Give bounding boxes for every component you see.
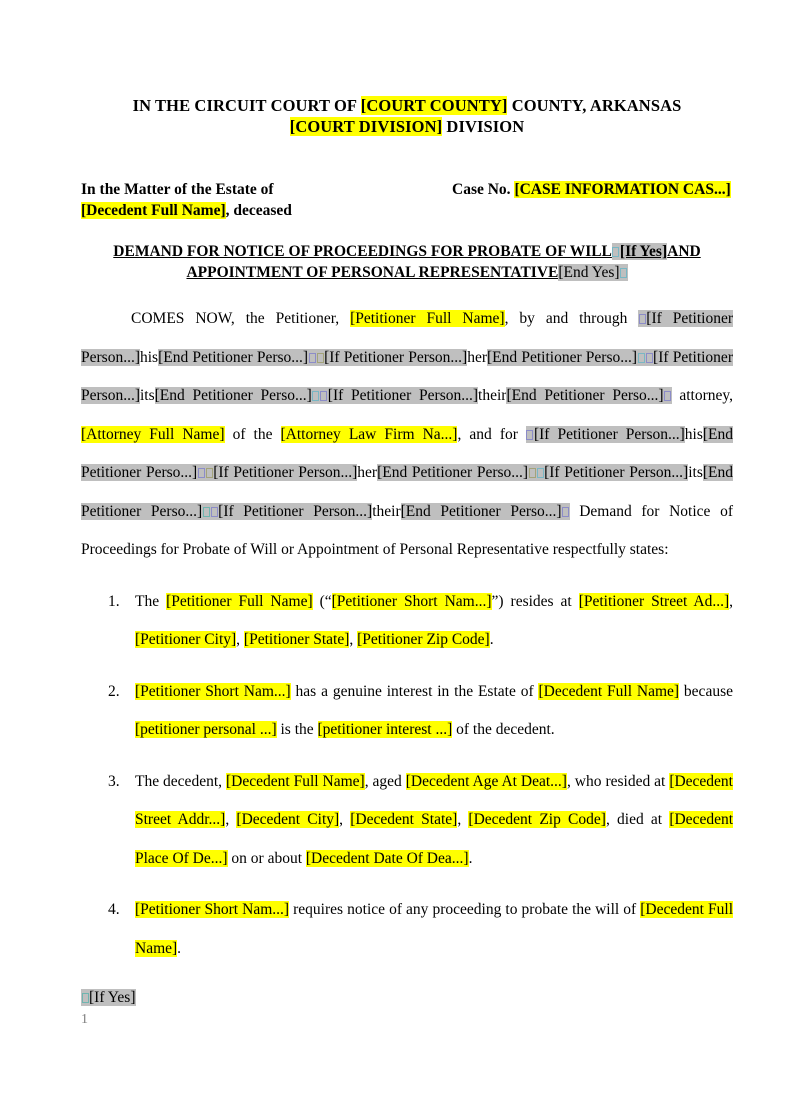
case-information-field: [CASE INFORMATION CAS...] <box>514 181 731 198</box>
pronoun-his-2: his <box>684 425 703 443</box>
missing-glyph-box-icon <box>312 391 319 401</box>
petitioner-street-address-field: [Petitioner Street Ad...] <box>578 592 730 610</box>
claim-1-g: . <box>489 631 494 648</box>
missing-glyph-box-icon <box>526 430 533 440</box>
comes-now-paragraph <box>81 300 733 570</box>
pronoun-her-2: her <box>357 464 378 481</box>
of-the-text: of the <box>224 425 281 443</box>
petitioner-zip-code-field: [Petitioner Zip Code] <box>357 631 490 648</box>
conditional-if-petitioner-person-2: [If Petitioner Person...] <box>324 348 468 366</box>
after-petitioner-text: , by and through <box>504 310 639 327</box>
claims-list <box>81 583 733 969</box>
conditional-end-petitioner-person-2: [End Petitioner Perso...] <box>487 348 638 366</box>
claim-3-text <box>135 773 733 867</box>
petitioner-personal-field: [petitioner personal ...] <box>135 721 277 738</box>
missing-glyph-box-icon <box>537 468 544 478</box>
decedent-place-of-death-field: [Decedent Place Of De...] <box>135 811 734 867</box>
petitioner-interest-field: [petitioner interest ...] <box>317 721 453 738</box>
claim-1-f: , <box>349 631 358 648</box>
claim-1-c: ”) resides at <box>491 592 579 610</box>
document-title-part1: DEMAND FOR NOTICE OF PROCEEDINGS FOR PROBATE OF WILL <box>113 243 612 260</box>
pronoun-his-1: his <box>139 348 159 366</box>
claim-3-g: , died at <box>605 811 670 828</box>
claim-2-d: of the decedent. <box>452 721 555 738</box>
missing-glyph-box-icon <box>612 247 619 257</box>
conditional-if-petitioner-person-7: [If Petitioner Person...] <box>544 464 689 481</box>
missing-glyph-box-icon <box>664 391 671 401</box>
missing-glyph-box-icon <box>203 507 210 517</box>
and-for-text: , and for <box>457 425 526 443</box>
claim-2-a: has a genuine interest in the Estate of <box>290 682 539 700</box>
claim-1-text <box>135 593 733 649</box>
matter-block <box>81 180 733 222</box>
missing-glyph-box-icon <box>529 468 536 478</box>
missing-glyph-box-icon <box>317 353 324 363</box>
comes-now-closing: Demand for Notice of Proceedings for Probate of Will or Appointment of Personal Representative respectfully states: <box>81 502 733 558</box>
conditional-if-petitioner-person-4: [If Petitioner Person...] <box>327 387 479 404</box>
missing-glyph-box-icon <box>320 391 327 401</box>
case-no-label: Case No. <box>452 181 515 198</box>
pronoun-her-1: her <box>467 348 488 366</box>
decedent-age-at-death-field: [Decedent Age At Deat...] <box>405 772 567 790</box>
missing-glyph-box-icon <box>639 314 646 324</box>
conditional-end-petitioner-person-6: [End Petitioner Perso...] <box>377 464 529 481</box>
estate-label: In the Matter of the Estate of <box>81 181 274 198</box>
claim-4-b: . <box>177 939 182 957</box>
claim-3-h: on or about <box>227 849 306 867</box>
conditional-if-petitioner-person-5: [If Petitioner Person...] <box>533 425 685 443</box>
attorney-law-firm-field: [Attorney Law Firm Na...] <box>280 425 458 443</box>
decedent-street-address-field: [Decedent Street Addr...] <box>135 772 733 828</box>
petitioner-short-name-field: [Petitioner Short Nam...] <box>135 901 290 918</box>
case-number-block <box>452 180 733 201</box>
document-title-part2: AND APPOINTMENT OF PERSONAL REPRESENTATIVE <box>186 243 701 281</box>
claim-2-b: because <box>679 682 733 700</box>
conditional-if-petitioner-person-8: [If Petitioner Person...] <box>218 502 373 520</box>
document-title <box>81 242 733 283</box>
conditional-end-yes-heading: [End Yes] <box>558 263 620 281</box>
missing-glyph-box-icon <box>562 507 569 517</box>
pronoun-their-2: their <box>372 502 401 520</box>
decedent-zip-code-field: [Decedent Zip Code] <box>468 811 606 828</box>
decedent-name-field: [Decedent Full Name] <box>81 201 226 219</box>
decedent-date-of-death-field: [Decedent Date Of Dea...] <box>305 849 469 867</box>
conditional-end-petitioner-person-3: [End Petitioner Perso...] <box>154 387 312 404</box>
decedent-state-field: [Decedent State] <box>350 811 458 828</box>
list-item <box>81 673 733 750</box>
missing-glyph-box-icon <box>198 468 205 478</box>
court-caption <box>81 95 733 137</box>
claim-1-a: The <box>135 592 167 610</box>
conditional-if-petitioner-person-6: [If Petitioner Person...] <box>213 464 358 481</box>
claim-4-a: requires notice of any proceeding to probate the will of <box>289 901 641 918</box>
missing-glyph-box-icon <box>638 353 645 363</box>
attorney-word: attorney, <box>671 387 733 404</box>
petitioner-city-field: [Petitioner City] <box>135 631 237 648</box>
missing-glyph-box-icon <box>206 468 213 478</box>
missing-glyph-box-icon <box>211 507 218 517</box>
conditional-if-yes-tail: [If Yes] <box>89 989 136 1006</box>
conditional-if-petitioner-person-3: [If Petitioner Person...] <box>81 348 733 404</box>
missing-glyph-box-icon <box>82 993 89 1003</box>
pronoun-its-1: its <box>139 387 155 404</box>
decedent-city-field: [Decedent City] <box>236 811 340 828</box>
claim-1-d: , <box>729 592 733 610</box>
claim-2-c: is the <box>276 721 318 738</box>
petitioner-short-name-field: [Petitioner Short Nam...] <box>135 682 291 700</box>
conditional-if-yes-heading: [If Yes] <box>619 243 668 260</box>
petitioner-full-name-field: [Petitioner Full Name] <box>166 592 313 610</box>
decedent-full-name-field: [Decedent Full Name] <box>538 682 680 700</box>
decedent-full-name-field: [Decedent Full Name] <box>135 901 733 957</box>
trailing-conditional-marker <box>81 988 733 1008</box>
conditional-end-petitioner-person-8: [End Petitioner Perso...] <box>400 502 562 520</box>
missing-glyph-box-icon <box>620 268 627 278</box>
pronoun-their-1: their <box>478 387 507 404</box>
estate-matter <box>81 180 431 221</box>
court-county-field: [COURT COUNTY] <box>360 96 508 115</box>
conditional-end-petitioner-person-5: [End Petitioner Perso...] <box>81 425 733 481</box>
claim-3-e: , <box>339 811 351 828</box>
claim-3-a: The decedent, <box>135 772 226 790</box>
claim-1-b: (“ <box>312 592 332 610</box>
conditional-if-petitioner-person-1: [If Petitioner Person...] <box>81 310 733 366</box>
pronoun-its-2: its <box>688 464 703 481</box>
comes-now-intro: COMES NOW, the Petitioner, <box>131 310 351 327</box>
court-division-suffix: DIVISION <box>442 117 525 136</box>
conditional-end-petitioner-person-1: [End Petitioner Perso...] <box>158 348 309 366</box>
list-item <box>81 763 733 879</box>
deceased-suffix: , deceased <box>225 201 292 219</box>
court-line-suffix: COUNTY, ARKANSAS <box>507 96 682 115</box>
list-item <box>81 891 733 968</box>
petitioner-short-name-field: [Petitioner Short Nam...] <box>331 592 492 610</box>
court-line-prefix: IN THE CIRCUIT COURT OF <box>132 96 361 115</box>
decedent-full-name-field: [Decedent Full Name] <box>225 772 365 790</box>
missing-glyph-box-icon <box>309 353 316 363</box>
claim-1-e: , <box>236 631 244 648</box>
petitioner-full-name-field: [Petitioner Full Name] <box>350 310 505 327</box>
claim-3-c: , who resided at <box>566 772 670 790</box>
conditional-end-petitioner-person-7: [End Petitioner Perso...] <box>81 464 733 520</box>
document-body <box>81 95 733 1008</box>
court-division-field: [COURT DIVISION] <box>289 117 443 136</box>
claim-4-text <box>135 901 733 957</box>
claim-3-i: . <box>468 849 473 867</box>
page-number: 1 <box>81 1012 88 1027</box>
claim-3-d: , <box>225 811 237 828</box>
petitioner-state-field: [Petitioner State] <box>243 631 350 648</box>
attorney-full-name-field: [Attorney Full Name] <box>81 425 225 443</box>
claim-3-b: , aged <box>364 772 406 790</box>
conditional-end-petitioner-person-4: [End Petitioner Perso...] <box>506 387 664 404</box>
claim-3-f: , <box>457 811 469 828</box>
list-item <box>81 583 733 660</box>
missing-glyph-box-icon <box>646 353 653 363</box>
claim-2-text <box>135 683 733 739</box>
